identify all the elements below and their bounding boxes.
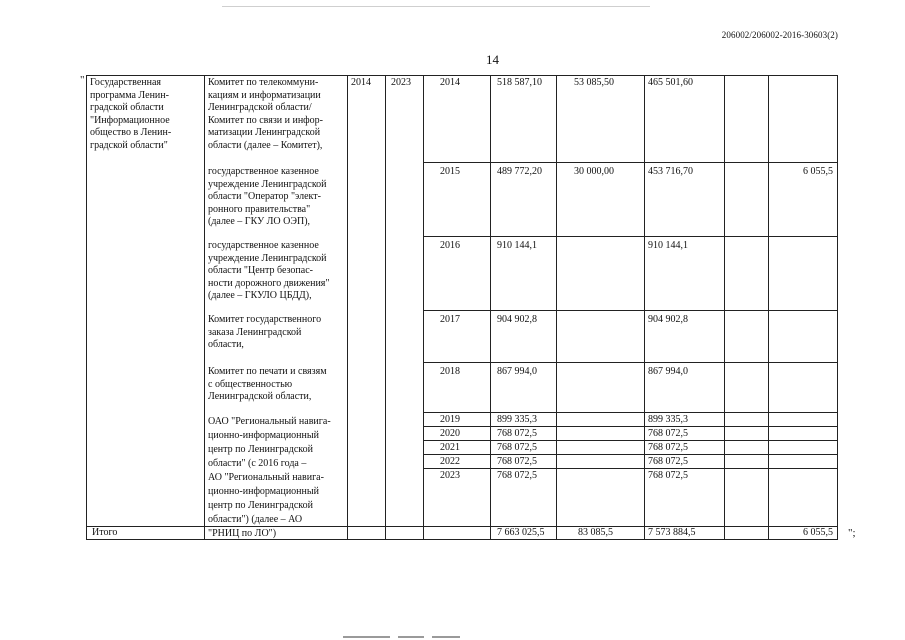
table-row-regional: 867 994,0 <box>648 366 688 377</box>
document-id: 206002/206002-2016-30603(2) <box>721 30 838 40</box>
totals-other: 6 055,5 <box>803 527 833 538</box>
table-row-regional: 768 072,5 <box>648 456 688 467</box>
table-row-total: 910 144,1 <box>497 240 537 251</box>
table-row-total: 867 994,0 <box>497 366 537 377</box>
table-row-other: 6 055,5 <box>803 166 833 177</box>
table-row-regional: 768 072,5 <box>648 428 688 439</box>
closing-quote: "; <box>848 527 856 539</box>
totals-federal: 83 085,5 <box>578 527 613 538</box>
table-row-total: 768 072,5 <box>497 442 537 453</box>
program-end-year: 2023 <box>391 77 411 88</box>
table-row-year: 2014 <box>440 77 460 88</box>
table-row-year: 2018 <box>440 366 460 377</box>
table-row-year: 2022 <box>440 456 460 467</box>
table-row-year: 2021 <box>440 442 460 453</box>
table-row-total: 899 335,3 <box>497 414 537 425</box>
program-name: Государственная программа Ленин- градской области "Информационное общество в Ленин- градской области" <box>90 77 172 151</box>
table-row-federal: 53 085,50 <box>574 77 614 88</box>
table-row-regional: 910 144,1 <box>648 240 688 251</box>
table-row-year: 2016 <box>440 240 460 251</box>
table-row-year: 2023 <box>440 470 460 481</box>
table-row-regional: 904 902,8 <box>648 314 688 325</box>
table-row-year: 2019 <box>440 414 460 425</box>
table-row-total: 768 072,5 <box>497 428 537 439</box>
table-row-federal: 30 000,00 <box>574 166 614 177</box>
executor-committee-press: Комитет по печати и связям с общественностью Ленинградской области, <box>208 366 327 403</box>
table-row-total: 904 902,8 <box>497 314 537 325</box>
table-row-total: 768 072,5 <box>497 470 537 481</box>
totals-total: 7 663 025,5 <box>497 527 545 538</box>
table-row-regional: 899 335,3 <box>648 414 688 425</box>
table-row-total: 768 072,5 <box>497 456 537 467</box>
table-row-regional: 768 072,5 <box>648 442 688 453</box>
table-row-total: 518 587,10 <box>497 77 542 88</box>
totals-label: Итого <box>92 527 118 538</box>
table-row-regional: 465 501,60 <box>648 77 693 88</box>
opening-quote: " <box>80 74 85 86</box>
table-row-year: 2015 <box>440 166 460 177</box>
table-row-total: 489 772,20 <box>497 166 542 177</box>
executor-gkulo-cbdd: государственное казенное учреждение Ленинградской области "Центр безопас- ности дорожного движения" (далее – ГКУЛО ЦБДД), <box>208 240 330 302</box>
executor-ao-rnic: ОАО "Региональный навига- ционно-информационный центр по Ленинградской области" (с 2016 года – АО "Региональный навига- ционно-информационный центр по Ленинградской области") (далее – АО "РНИЦ по ЛО") <box>208 416 331 539</box>
table-row-year: 2017 <box>440 314 460 325</box>
totals-regional: 7 573 884,5 <box>648 527 696 538</box>
page-number: 14 <box>486 52 499 67</box>
executor-committee-telecom: Комитет по телекоммуни- кациям и информатизации Ленинградской области/ Комитет по связи и инфор- матизации Ленинградской области (далее – Комитет), <box>208 77 323 151</box>
table-row-year: 2020 <box>440 428 460 439</box>
executor-gku-lo-oep: государственное казенное учреждение Ленинградской области "Оператор "элект- ронного правительства" (далее – ГКУ ЛО ОЭП), <box>208 166 327 228</box>
program-start-year: 2014 <box>351 77 371 88</box>
table-row-regional: 768 072,5 <box>648 470 688 481</box>
executor-committee-procurement: Комитет государственного заказа Ленинградской области, <box>208 314 322 351</box>
table-row-regional: 453 716,70 <box>648 166 693 177</box>
